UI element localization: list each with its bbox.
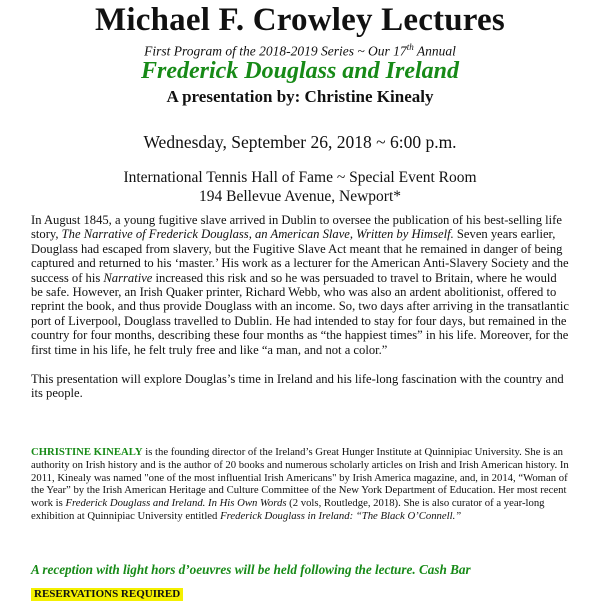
venue-address: 194 Bellevue Avenue, Newport* — [198, 188, 402, 205]
description-paragraph: This presentation will explore Douglas’s time in Ireland and his life-long fascination with the country and its people. — [31, 372, 564, 401]
story-text: In August 1845, a young fugitive slave arrived in Dublin to oversee the publication of his best-selling life story, — [31, 213, 562, 242]
reservations-banner: RESERVATIONS REQUIRED — [31, 588, 183, 601]
subtitle-text: First Program of the 2018-2019 Series ~ Our 17 — [144, 43, 407, 59]
description-paragraph — [31, 213, 571, 357]
exhibition-title: Frederick Douglass in Ireland: “The Black O’Connell.” — [220, 509, 462, 522]
book-title: The Narrative of Frederick Douglass, an American Slave, Written by Himself. — [61, 227, 454, 242]
book-title-short: Narrative — [103, 270, 153, 285]
bio-text: is the founding director of the Ireland’s Great Hunger Institute at Quinnipiac University. She is an authority on Irish history and is the author of 20 books and numerous scholarly articles on Irish and Irish American history. In 2011, Kinealy was named "one of the most influential Irish Americans" by Irish America magazine, and, in 2014, “Woman of the Year” by the Irish American Heritage and Culture Committee of the New York Department of Education. Her most recent work is — [31, 446, 569, 510]
page-title: Michael F. Crowley Lectures — [95, 2, 505, 38]
story-text: Seven years earlier, Douglass had escaped from slavery, but the Fugitive Slave Act meant that he remained in danger of being captured and returned to his ‘master.’ His work as a lecturer for the American Anti-Slavery Society and the success of his — [31, 227, 569, 285]
speaker-bio — [31, 446, 573, 523]
story-text: increased this risk and so he was persuaded to travel to Britain, where he would be safe. However, an Irish Quaker printer, Richard Webb, who was also an ardent abolitionist, offered to reprint the book, and thus provide Douglass with an income. So, two days after arriving in the transatlantic port of Liverpool, Douglass travelled to Dublin. He had intended to stay for four days, but remained in the country for four months, describing these four months as “the happiest times” in his life. Moreover, for the first time in his life, he felt truly free and like “a man, and not a color.” — [31, 270, 569, 357]
subtitle-suffix: Annual — [413, 43, 456, 59]
bio-book-title: Frederick Douglass and Ireland. In His Own Words — [65, 497, 287, 510]
venue-name: International Tennis Hall of Fame ~ Special Event Room — [123, 169, 477, 186]
event-title: Frederick Douglass and Ireland — [140, 58, 460, 84]
presenter-line: A presentation by: Christine Kinealy — [166, 87, 434, 106]
reception-note: A reception with light hors d’oeuvres will be held following the lecture. Cash Bar — [31, 562, 471, 577]
speaker-name: CHRISTINE KINEALY — [31, 446, 143, 458]
event-datetime: Wednesday, September 26, 2018 ~ 6:00 p.m. — [143, 132, 457, 152]
event-description — [31, 213, 571, 416]
bio-text: (2 vols, Routledge, 2018). She is also curator of a year-long exhibition at Quinnipiac University entitled — [31, 497, 545, 522]
subtitle-superscript: th — [406, 42, 414, 52]
